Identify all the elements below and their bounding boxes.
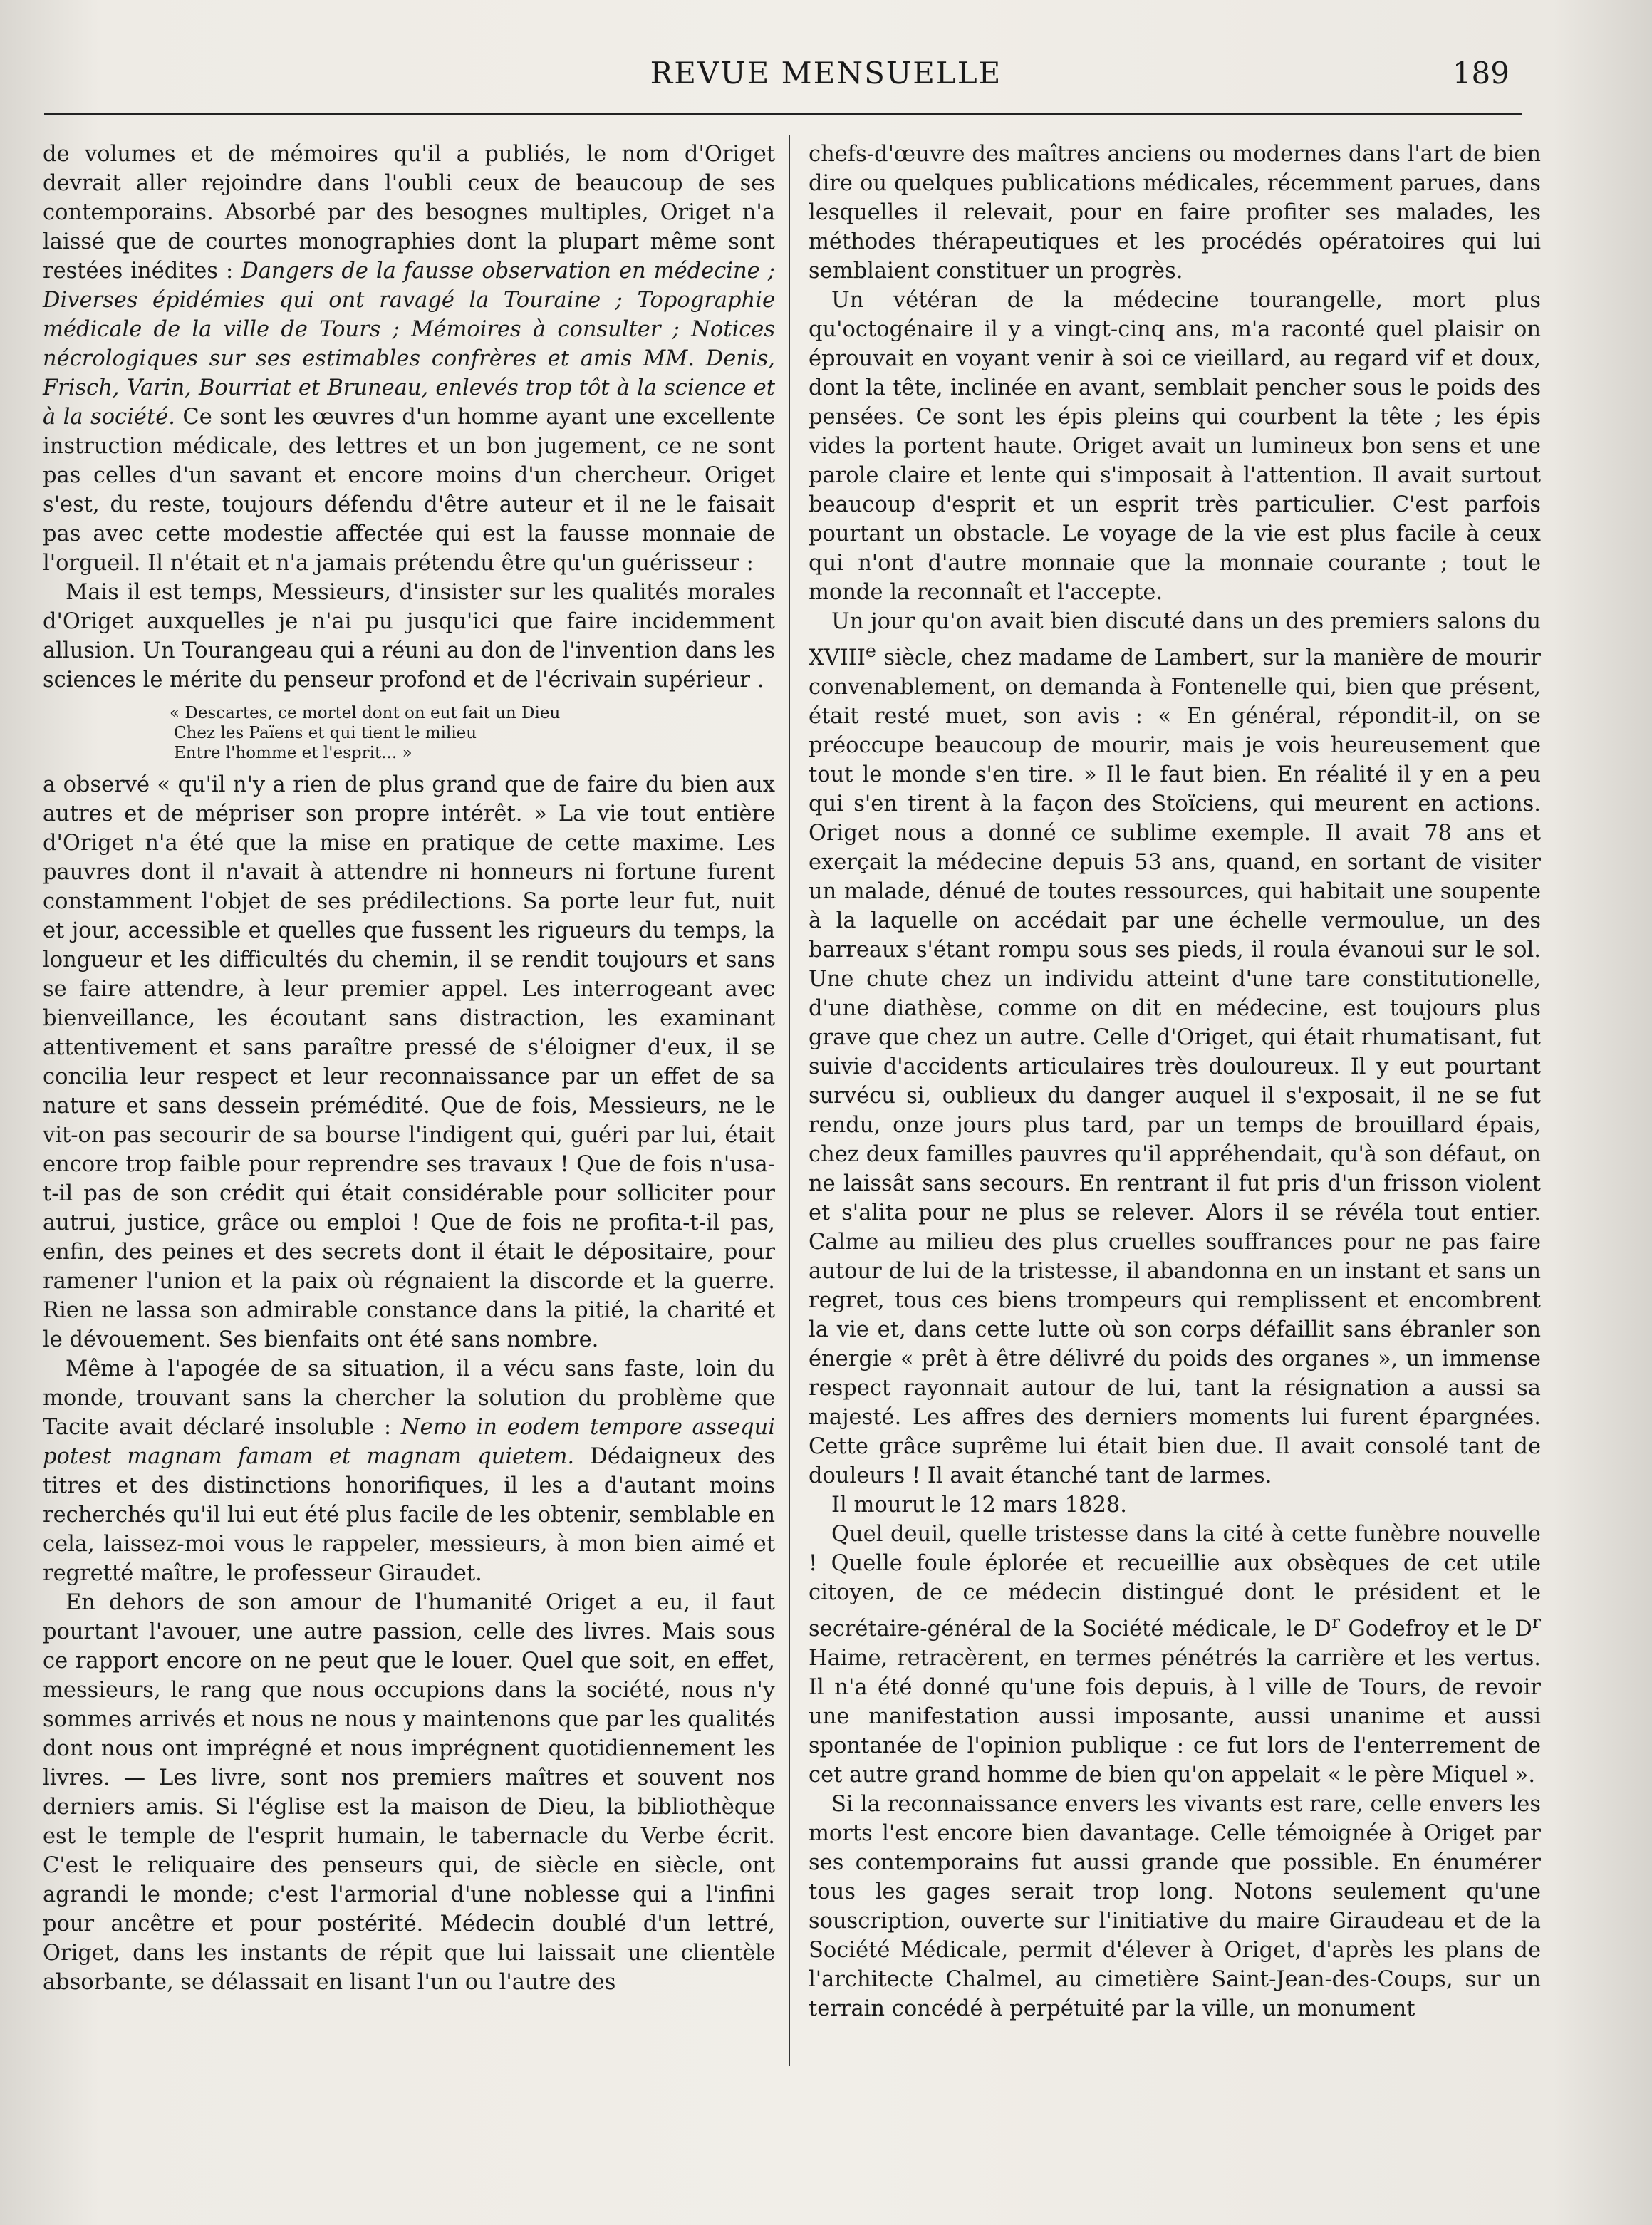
superscript: r xyxy=(1331,1611,1340,1633)
paragraph: Si la reconnaissance envers les vivants est rare, celle envers les morts l'est encore bien davantage. Celle témoignée à Origet par ses contemporains fut aussi grande que possible. En énumérer tous les gages serait trop long. Notons seulement qu'une souscription, ouverte sur l'initiative du maire Giraudeau et de la Société Médicale, permit d'élever à Origet, d'après les plans de l'architecte Chalmel, au cimetière Saint-Jean-des-Coups, sur un terrain concédé à perpétuité par la ville, un monument xyxy=(809,1792,1541,2022)
italic-run: Nemo in eodem tempore assequi potest magnam famam et magnam quietem. xyxy=(43,1415,776,1469)
verse-line: Entre l'homme et l'esprit... » xyxy=(174,744,412,762)
paragraph xyxy=(43,1354,775,1588)
italic-run: Dangers de la fausse observation en médecine ; Diverses épidémies qui ont ravagé la Touraine ; Topographie médicale de la ville de Tours ; Mémoires à consulter ; Notices nécrologiques sur ses estimables confrères et amis MM. Denis, Frisch, Varin, Bourriat et Bruneau, enlevés trop tôt à la science et à la société. xyxy=(43,259,775,430)
superscript: r xyxy=(1532,1611,1541,1633)
text-run: Ce sont les œuvres d'un homme ayant une excellente instruction médicale, des lettres et un bon jugement, ce ne sont pas celles d'un savant et encore moins d'un chercheur. Origet s'est, du reste, toujours défendu d'être auteur et il ne le faisait pas avec cette modestie affectée qui est la fausse monnaie de l'orgueil. Il n'était et n'a jamais prétendu être qu'un guérisseur : xyxy=(43,405,775,576)
text-run: Un jour qu'on avait bien discuté dans un des premiers salons du xyxy=(831,609,1541,634)
paragraph: chefs-d'œuvre des maîtres anciens ou modernes dans l'art de bien dire ou quelques publications médicales, récemment parues, dans lesquelles il relevait, pour en faire profiter ses malades, les méthodes thérapeutiques et les procédés opératoires qui lui semblaient constituer un progrès. xyxy=(809,142,1541,284)
header-rule xyxy=(44,113,1522,115)
text-run: siècle, chez madame de Lambert, sur la manière de mourir convenablement, on demanda à Fontenelle qui, bien que présent, était resté muet, son avis : « En général, répondit-il, on se préoccupe beaucoup de mourir, mais je vois heureusement que tout le monde s'en tire. » Il le faut bien. En réalité il y en a peu qui s'en tirent à la façon des Stoïciens, qui meurent en actions. Origet nous a donné ce sublime exemple. Il avait 78 ans et exerçait la médecine depuis 53 ans, quand, en sortant de visiter un malade, dénué de toutes ressources, qui habitait une soupente à la laquelle on accédait par une échelle vermoulue, un des barreaux s'étant rompu sous ses pieds, il roula évanoui sur le sol. Une chute chez un individu atteint d'une tare constitutionelle, d'une diathèse, comme on dit en médecine, est toujours plus grave que chez un autre. Celle d'Origet, qui était rhumatisant, fut suivie d'accidents articulaires très douloureux. Il y eut pourtant survécu si, oublieux du danger auquel il s'exposait, il ne se fut rendu, onze jours plus tard, par un temps de brouillard épais, chez deux familles pauvres qu'il appréhendait, qu'à son défaut, on ne laissât sans secours. En rentrant il fut pris d'un frisson violent et s'alita pour ne plus se relever. Alors il se révéla tout entier. Calme au milieu des plus cruelles souffrances pour ne pas faire autour de lui de la tristesse, il abandonna en un instant et sans un regret, tous ces biens trompeurs qui remplissent et encombrent la vie et, dans cette lutte où son corps défaillit sans ébranler son énergie « prêt à être délivré du poids des organes », un immense respect rayonnait autour de lui, tant la résignation a aussi sa majesté. Les affres des derniers moments lui furent épargnées. Cette grâce suprême lui était bien due. Il avait consolé tant de douleurs ! Il avait étanché tant de larmes. xyxy=(809,645,1541,1489)
paragraph: Un vétéran de la médecine tourangelle, mort plus qu'octogénaire il y a vingt-cinq ans, m'a raconté quel plaisir on éprouvait en voyant venir à soi ce vieillard, au regard vif et doux, dont la tête, inclinée en avant, semblait pencher sous le poids des pensées. Ce sont les épis pleins qui courbent la tête ; les épis vides la portent haute. Origet avait un lumineux bon sens et une parole claire et lente qui s'imposait à l'attention. Il avait surtout beaucoup d'esprit et un esprit très particulier. C'est parfois pourtant un obstacle. Le voyage de la vie est plus facile à ceux qui n'ont d'autre monnaie que la monnaie courante ; tout le monde la reconnaît et l'accepte. xyxy=(809,288,1541,605)
right-column xyxy=(809,140,1541,2063)
text-run: Même à l'apogée de sa situation, il a vécu sans faste, loin du monde, trouvant sans la chercher la solution du problème que Tacite avait déclaré insoluble : xyxy=(43,1357,775,1440)
text-run: de volumes et de mémoires qu'il a publiés, le nom d'Origet devrait aller rejoindre dans l'oubli ceux de beaucoup de ses contemporains. Absorbé par des besognes multiples, Origet n'a laissé que de courtes monographies dont la plupart même sont restées inédites : xyxy=(43,142,775,284)
paragraph xyxy=(43,140,775,578)
running-title: REVUE MENSUELLE xyxy=(650,56,1002,90)
verse-quotation xyxy=(170,703,775,763)
paragraph: Mais il est temps, Messieurs, d'insister sur les qualités morales d'Origet auxquelles je n'ai pu jusqu'ici que faire incidemment allusion. Un Tourangeau qui a réuni au don de l'invention dans les sciences le mérite du penseur profond et de l'écrivain supérieur . xyxy=(43,580,775,693)
century-numeral: XVIII xyxy=(809,645,866,671)
text-run: Haime, retracèrent, en termes pénétrés la carrière et les vertus. Il n'a été donné qu'une fois depuis, à l ville de Tours, de revoir une manifestation aussi imposante, aussi unanime et aussi spontanée de l'opinion publique : ce fut lors de l'enterrement de cet autre grand homme de bien qu'on appelait « le père Miquel ». xyxy=(809,1646,1541,1788)
text-run: Quel deuil, quelle tristesse dans la cité à cette funèbre nouvelle ! Quelle foule éplorée et recueillie aux obsèques de cet utile citoyen, de ce médecin distingué dont le président et le secrétaire-général de la Société médicale, le D xyxy=(809,1522,1541,1642)
paragraph xyxy=(809,1520,1541,1790)
paragraph: Il mourut le 12 mars 1828. xyxy=(831,1493,1127,1518)
paragraph xyxy=(809,607,1541,1490)
column-divider xyxy=(789,135,790,2066)
left-column xyxy=(43,140,775,2063)
superscript: e xyxy=(865,640,876,661)
text-run: Dédaigneux des titres et des distinctions honorifiques, il les a d'autant moins recherchés qu'il lui eut été plus facile de les obtenir, semblable en cela, laissez-moi vous le rappeler, messieurs, à mon bien aimé et regretté maître, le professeur Giraudet. xyxy=(43,1444,775,1586)
verse-line: Chez les Païens et qui tient le milieu xyxy=(174,724,477,742)
text-run: Godefroy et le D xyxy=(1340,1617,1532,1642)
paragraph: En dehors de son amour de l'humanité Origet a eu, il faut pourtant l'avouer, une autre passion, celle des livres. Mais sous ce rapport encore on ne peut que le louer. Quel que soit, en effet, messieurs, le rang que nous occupions dans la société, nous n'y sommes arrivés et nous ne nous y maintenons que par les qualités dont nous ont imprégné et nous imprégnent quotidiennement les livres. — Les livre, sont nos premiers maîtres et souvent nos derniers amis. Si l'église est la maison de Dieu, la bibliothèque est le temple de l'esprit humain, le tabernacle du Verbe écrit. C'est le reliquaire des penseurs qui, de siècle en siècle, ont agrandi le monde; c'est l'armorial d'une noblesse qui a l'infini pour ancêtre et pour postérité. Médecin doublé d'un lettré, Origet, dans les instants de répit que lui laissait une clientèle absorbante, se délassait en lisant l'un ou l'autre des xyxy=(43,1590,775,1995)
paragraph: a observé « qu'il n'y a rien de plus grand que de faire du bien aux autres et de mépriser son propre intérêt. » La vie tout entière d'Origet n'a été que la mise en pratique de cette maxime. Les pauvres dont il n'avait à attendre ni honneurs ni fortune furent constamment l'objet de ses prédilections. Sa porte leur fut, nuit et jour, accessible et quelles que fussent les rigueurs du temps, la longueur et les difficultés du chemin, il se rendit toujours et sans se faire attendre, à leur premier appel. Les interrogeant avec bienveillance, les écoutant sans distraction, les examinant attentivement et sans paraître pressé de s'éloigner d'eux, il se concilia leur respect et leur reconnaissance par un effet de sa nature et sans dessein prémédité. Que de fois, Messieurs, ne le vit-on pas secourir de sa bourse l'indigent qui, guéri par lui, était encore trop faible pour reprendre ses travaux ! Que de fois n'usa-t-il pas de son crédit qui était considérable pour solliciter pour autrui, justice, grâce ou emploi ! Que de fois ne profita-t-il pas, enfin, des peines et des secrets dont il était le dépositaire, pour ramener l'union et la paix où régnaient la discorde et la guerre. Rien ne lassa son admirable constance dans la pitié, la charité et le dévouement. Ses bienfaits ont été sans nombre. xyxy=(43,772,775,1352)
running-header xyxy=(0,50,1652,100)
page-number: 189 xyxy=(1452,56,1510,90)
verse-line: « Descartes, ce mortel dont on eut fait un Dieu xyxy=(170,704,561,722)
